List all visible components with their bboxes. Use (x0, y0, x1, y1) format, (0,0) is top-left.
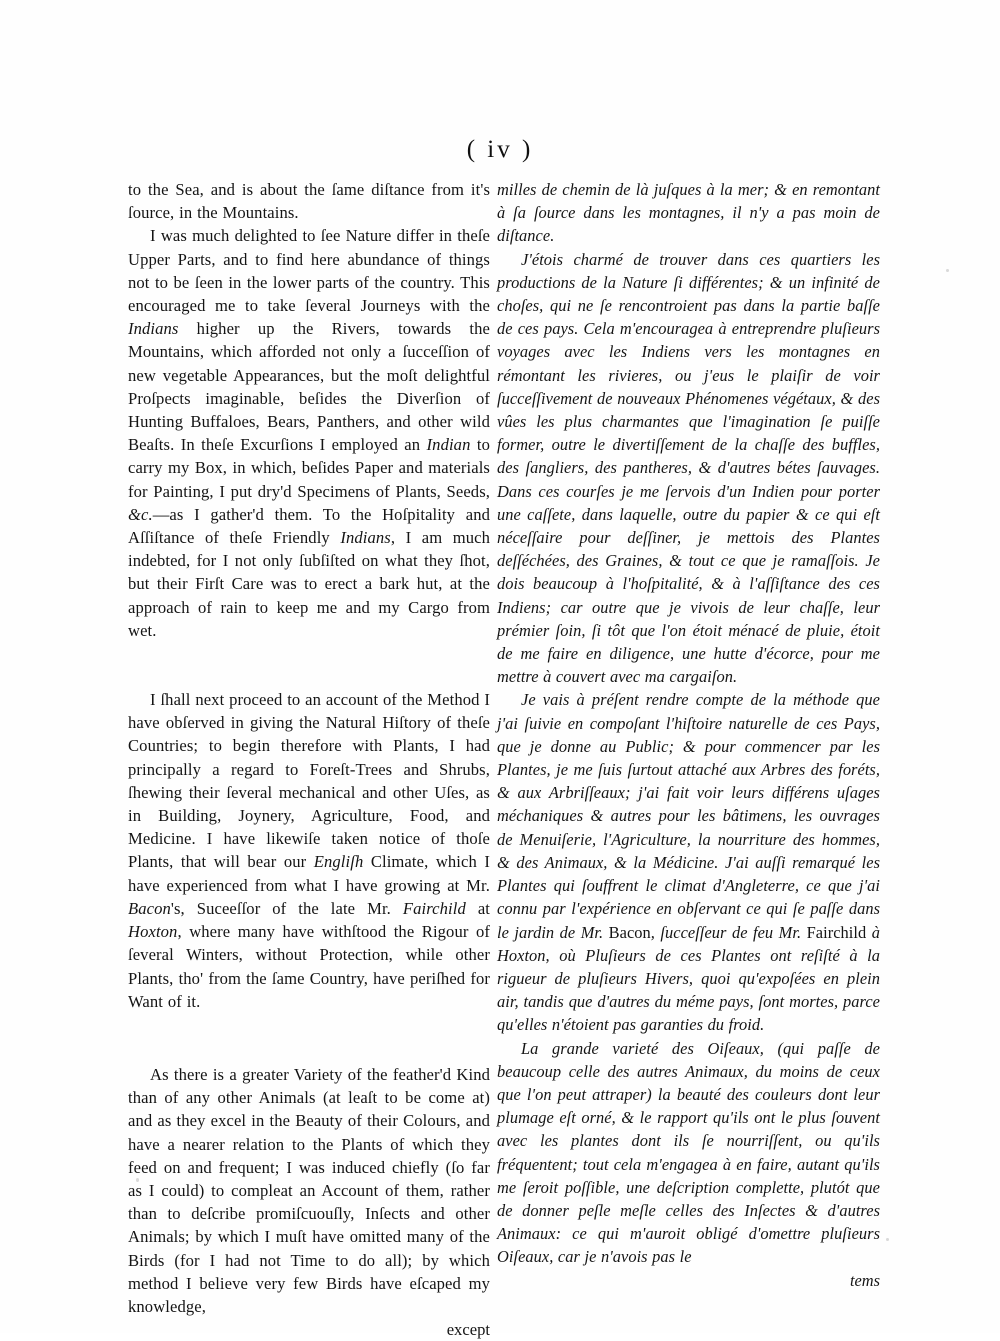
paragraph: I was much delighted to ſee Nature differ in theſe Upper Parts, and to find here abundance of things not to be ſeen in the lower parts of the country. This encouraged me to take ſeveral Journeys with the Indians higher up the Rivers, towards the Mountains, which afforded not only a ſucceſſion of new vegetable Appearances, but the moſt delightful Proſpects imaginable, beſides the Diverſion of Hunting Buffaloes, Bears, Panthers, and other wild Beaſts. In theſe Excurſions I employed an Indian to carry my Box, in which, beſides Paper and materials for Painting, I put dry'd Specimens of Plants, Seeds, &c.—as I gather'd them. To the Hoſpitality and Aſſiſtance of theſe Friendly Indians, I am much indebted, for I not only ſubſiſted on what they ſhot, but their Firſt Care was to erect a bark hut, at the approach of rain to keep me and my Cargo from wet. (128, 226, 490, 640)
english-column (128, 178, 490, 1341)
emphasised-word: Bacon (608, 922, 651, 942)
paragraph: milles de chemin de là juſques à la mer; & en remontant à ſa ſource dans les montagnes, il n'y a pas moin de diſtance. (497, 180, 880, 246)
paragraph: La grande varieté des Oiſeaux, (qui paſſe de beaucoup celle des autres Animaux, du moins de ceux que l'on peut attraper) la beauté des couleurs dont leur plumage eſt orné, & le rapport qu'ils ont le plus ſouvent avec les plantes dont ils ſe nourriſſent, ou qu'ils fréquentent; tout cela m'engagea à en faire, autant qu'ils me ſeroit poſſible, une deſcription complette, plutót que de donner peſle meſle celles des Inſectes & d'autres Animaux: ce qui m'auroit obligé d'omettre pluſieurs Oiſeaux, car je n'avois pas le (497, 1038, 880, 1267)
emphasised-word: Hoxton (128, 922, 178, 942)
paragraph: I ſhall next proceed to an account of the Method I have obſerved in giving the Natural Hiſtory of theſe Countries; to begin therefore with Plants, I had principally a regard to Foreſt-Trees and Shrubs, ſhewing their ſeveral mechanical and other Uſes, as in Building, Joynery, Agriculture, Food, and Medicine. I have likewiſe taken notice of thoſe Plants, that will bear our Engliſh Climate, which I have experienced from what I have growing at Mr. Bacon's, Suceeſſor of the late Mr. Fairchild at Hoxton, where many have withſtood the Rigour of ſeveral Winters, without Protection, while other Plants, tho' from the ſame Country, have periſhed for Want of it. (128, 690, 490, 1011)
running-head-page-number: ( iv ) (466, 136, 534, 163)
emphasised-word: Indians (128, 319, 179, 339)
paragraph: Je vais à préſent rendre compte de la méthode que j'ai ſuivie en compoſant l'hiſtoire naturelle de ces Pays, que je donne au Public; & pour commencer par les Plantes, je me ſuis ſurtout attaché aux Arbres des foréts, & aux Arbriſſeaux; j'ai fait voir leurs différens uſages méchaniques & autres pour les bâtimens, les ouvrages de Menuiſerie, l'Agriculture, la nourriture des hommes, & des Animaux, & la Médicine. J'ai auſſi remarqué les Plantes qui ſouffrent le climat d'Angleterre, ce que j'ai connu par l'expérience en obſervant ce qui ſe paſſe dans le jardin de Mr. Bacon, ſucceſſeur de feu Mr. Fairchild à Hoxton, où Pluſieurs de ces Plantes ont reſiſté à la rigueur de pluſieurs Hivers, quoi qu'expoſées en plein air, tandis que d'autres du méme pays, ſont mortes, parce qu'elles n'étoient pas garanties du froid. (497, 690, 880, 1035)
emphasised-word: Bacon (128, 898, 171, 918)
emphasised-word: Engliſh (313, 852, 364, 872)
emphasised-word: Fairchild (402, 898, 466, 918)
paragraph: to the Sea, and is about the ſame diſtance from it's ſource, in the Mountains. (128, 180, 490, 223)
catchword: except (446, 1320, 490, 1340)
french-column (497, 178, 880, 1292)
scan-speck (946, 269, 949, 272)
emphasised-word: Indian (426, 435, 471, 455)
paragraph: J'étois charmé de trouver dans ces quartiers les productions de la Nature ſi différentes; & un infinité de choſes, qui ne ſe rencontroient pas dans la partie baſſe de ces pays. Cela m'encouragea à entreprendre pluſieurs voyages avec les Indiens vers les montagnes en rémontant les rivieres, ou j'eus le plaiſir de voir ſucceſſivement de nouveaux Phénomenes végétaux, & des vûes les plus charmantes que l'imagination ſe puiſſe former, outre le divertiſſement de la chaſſe des buffles, des ſangliers, des pantheres, & d'autres bétes ſauvages. Dans ces courſes je me ſervois d'un Indien pour porter une caſſete, dans laquelle, outre du papier & ce qui eſt néceſſaire pour deſſiner, je mettois des Plantes deſſéchées, des Graines, & tout ce que je ramaſſois. Je dois beaucoup à l'hoſpitalité, & à l'aſſiſtance des ces Indiens; car outre que je vivois de leur chaſſe, leur prémier ſoin, ſi tôt que l'on étoit ménacé de pluie, étoit de me faire en diligence, une hutte d'écorce, pour me mettre à couvert avec ma cargaiſon. (497, 249, 880, 687)
emphasised-word: &c. (128, 504, 153, 524)
catchword: tems (849, 1270, 880, 1290)
scan-speck (886, 1238, 889, 1241)
paragraph: As there is a greater Variety of the feather'd Kind than of any other Animals (at leaſt to be come at) and as they excel in the Beauty of their Colours, and have a nearer relation to the Plants of which they feed on and frequent; I was induced chiefly (ſo far as I could) to compleat an Account of them, rather than to deſcribe promiſcuouſly, Inſects and other Animals; by which I muſt have omitted many of the Birds (for I had not Time to do all); by which method I believe very few Birds have eſcaped my knowledge, (128, 1064, 490, 1316)
emphasised-word: Indians (340, 528, 391, 548)
two-column-body (128, 178, 880, 1340)
emphasised-word: Fairchild (806, 922, 867, 942)
